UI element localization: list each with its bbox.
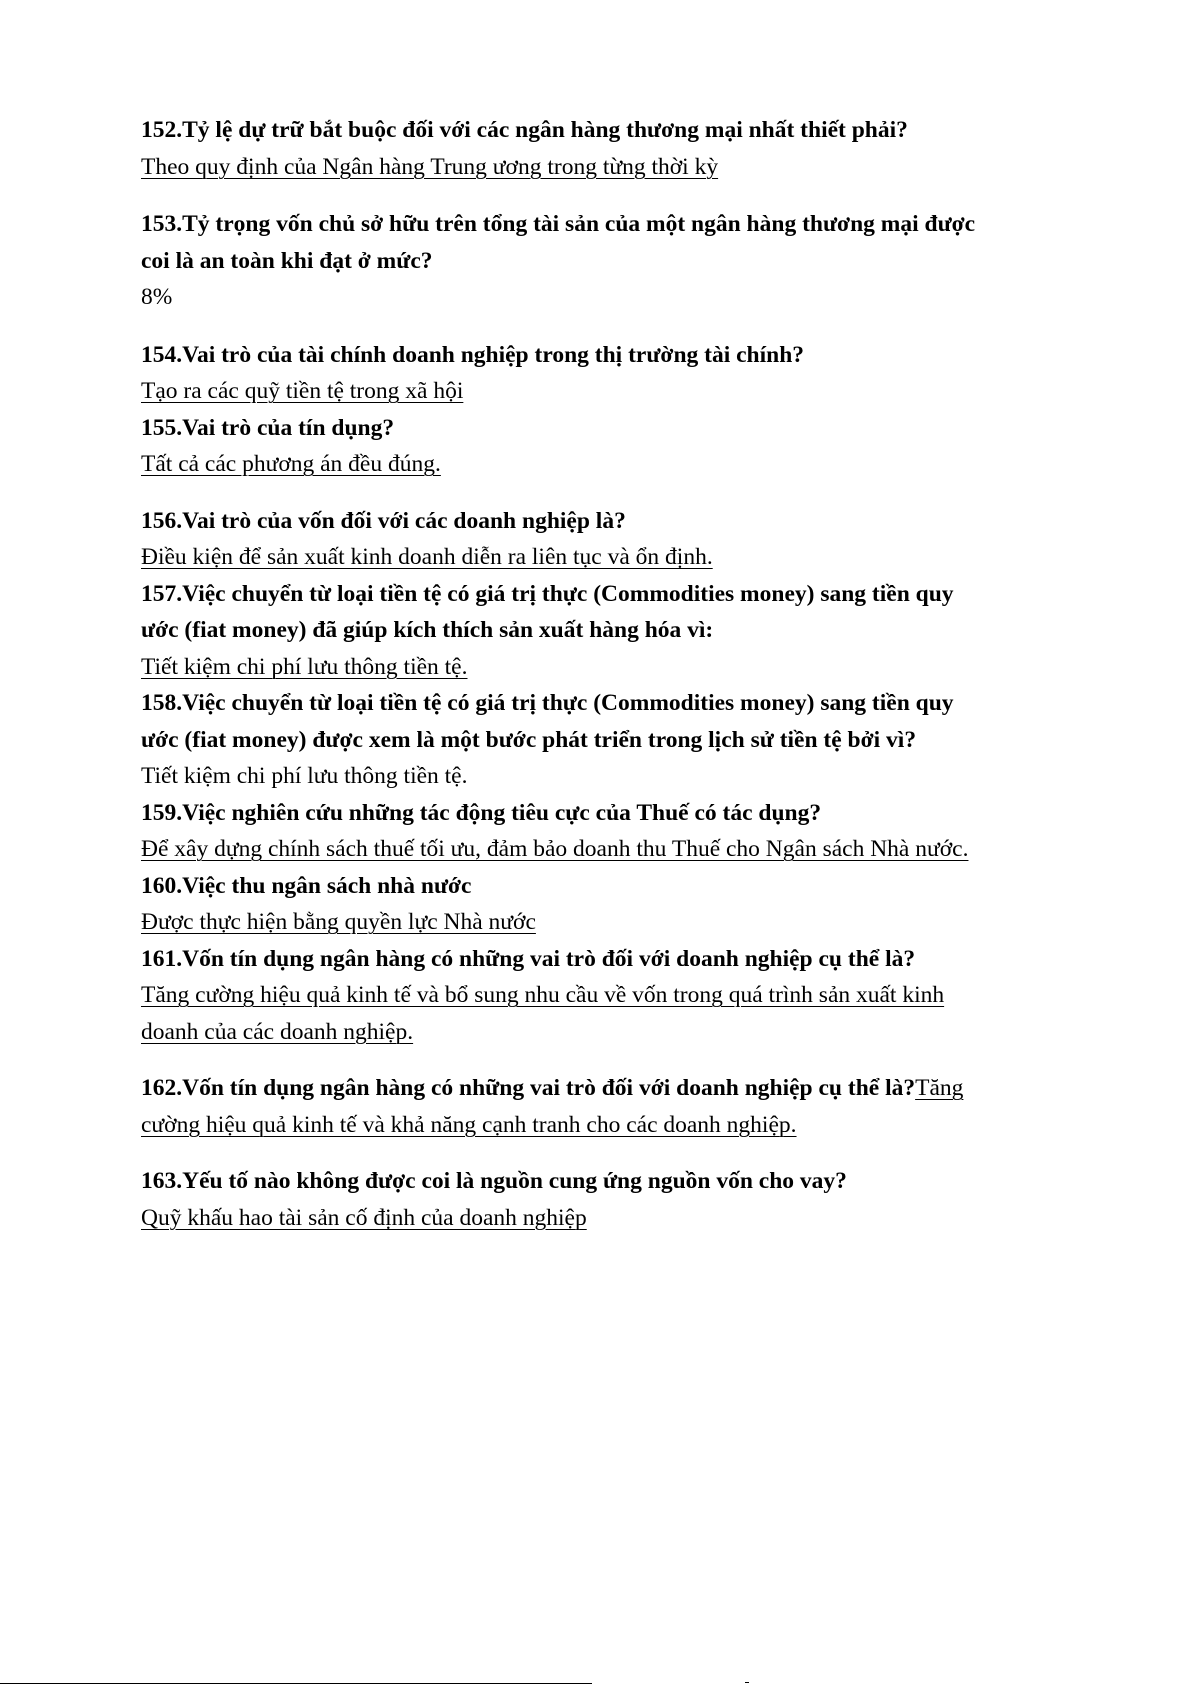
answer-161-text-line2: doanh của các doanh nghiệp. xyxy=(141,1018,414,1045)
answer-156 xyxy=(141,539,1061,576)
answer-153: 8% xyxy=(141,284,173,310)
question-157-line1: 157.Việc chuyển từ loại tiền tệ có giá trị thực (Commodities money) sang tiền quy xyxy=(141,580,954,607)
footer-divider xyxy=(0,1683,592,1684)
footer-mark xyxy=(745,1682,749,1683)
question-158-line1: 158.Việc chuyển từ loại tiền tệ có giá trị thực (Commodities money) sang tiền quy xyxy=(141,690,954,716)
answer-159-text: Để xây dựng chính sách thuế tối ưu, đảm bảo doanh thu Thuế cho Ngân sách Nhà nước. xyxy=(141,836,969,862)
answer-155 xyxy=(141,446,1061,483)
question-155: 155.Vai trò của tín dụng? xyxy=(141,414,395,441)
answer-156-text: Điều kiện để sản xuất kinh doanh diễn ra liên tục và ổn định. xyxy=(141,544,713,570)
answer-161-line1 xyxy=(141,977,1061,1014)
question-152: 152.Tỷ lệ dự trữ bắt buộc đối với các ngân hàng thương mại nhất thiết phải? xyxy=(141,117,908,143)
question-157-line2: ước (fiat money) đã giúp kích thích sản xuất hàng hóa vì: xyxy=(141,617,714,643)
answer-157 xyxy=(141,649,1061,686)
answer-159 xyxy=(141,831,1061,868)
question-163: 163.Yếu tố nào không được coi là nguồn cung ứng nguồn vốn cho vay? xyxy=(141,1168,847,1194)
question-156: 156.Vai trò của vốn đối với các doanh nghiệp là? xyxy=(141,507,626,534)
answer-152-text: Theo quy định của Ngân hàng Trung ương trong từng thời kỳ xyxy=(141,153,719,180)
question-159: 159.Việc nghiên cứu những tác động tiêu cực của Thuế có tác dụng? xyxy=(141,799,822,826)
answer-163-text: Quỹ khấu hao tài sản cố định của doanh nghiệp xyxy=(141,1204,587,1231)
answer-154 xyxy=(141,373,1061,410)
question-154: 154.Vai trò của tài chính doanh nghiệp trong thị trường tài chính? xyxy=(141,341,805,368)
question-153-line1: 153.Tỷ trọng vốn chủ sở hữu trên tổng tài sản của một ngân hàng thương mại được xyxy=(141,211,976,237)
question-158-line2: ước (fiat money) được xem là một bước phát triển trong lịch sử tiền tệ bởi vì? xyxy=(141,726,917,753)
answer-157-text: Tiết kiệm chi phí lưu thông tiền tệ. xyxy=(141,653,468,680)
answer-152 xyxy=(141,149,1061,186)
question-162 xyxy=(141,1070,1061,1107)
answer-162-text-line2: cường hiệu quả kinh tế và khả năng cạnh tranh cho các doanh nghiệp. xyxy=(141,1111,797,1138)
document-page xyxy=(141,112,1061,1236)
answer-155-text: Tất cả các phương án đều đúng. xyxy=(141,451,441,477)
answer-161-line2 xyxy=(141,1014,1061,1051)
answer-161-text-line1: Tăng cường hiệu quả kinh tế và bổ sung nhu cầu về vốn trong quá trình sản xuất kinh xyxy=(141,982,945,1008)
answer-162-text-line1: Tăng xyxy=(915,1075,964,1101)
answer-160 xyxy=(141,904,1061,941)
answer-162-line2 xyxy=(141,1107,1061,1144)
question-160: 160.Việc thu ngân sách nhà nước xyxy=(141,872,472,899)
answer-158: Tiết kiệm chi phí lưu thông tiền tệ. xyxy=(141,763,468,789)
answer-160-text: Được thực hiện bằng quyền lực Nhà nước xyxy=(141,909,536,935)
answer-154-text: Tạo ra các quỹ tiền tệ trong xã hội xyxy=(141,378,464,404)
question-161: 161.Vốn tín dụng ngân hàng có những vai trò đối với doanh nghiệp cụ thể là? xyxy=(141,945,916,972)
question-162-text: 162.Vốn tín dụng ngân hàng có những vai trò đối với doanh nghiệp cụ thể là? xyxy=(141,1075,916,1101)
question-153-line2: coi là an toàn khi đạt ở mức? xyxy=(141,247,433,274)
answer-163 xyxy=(141,1200,1061,1237)
